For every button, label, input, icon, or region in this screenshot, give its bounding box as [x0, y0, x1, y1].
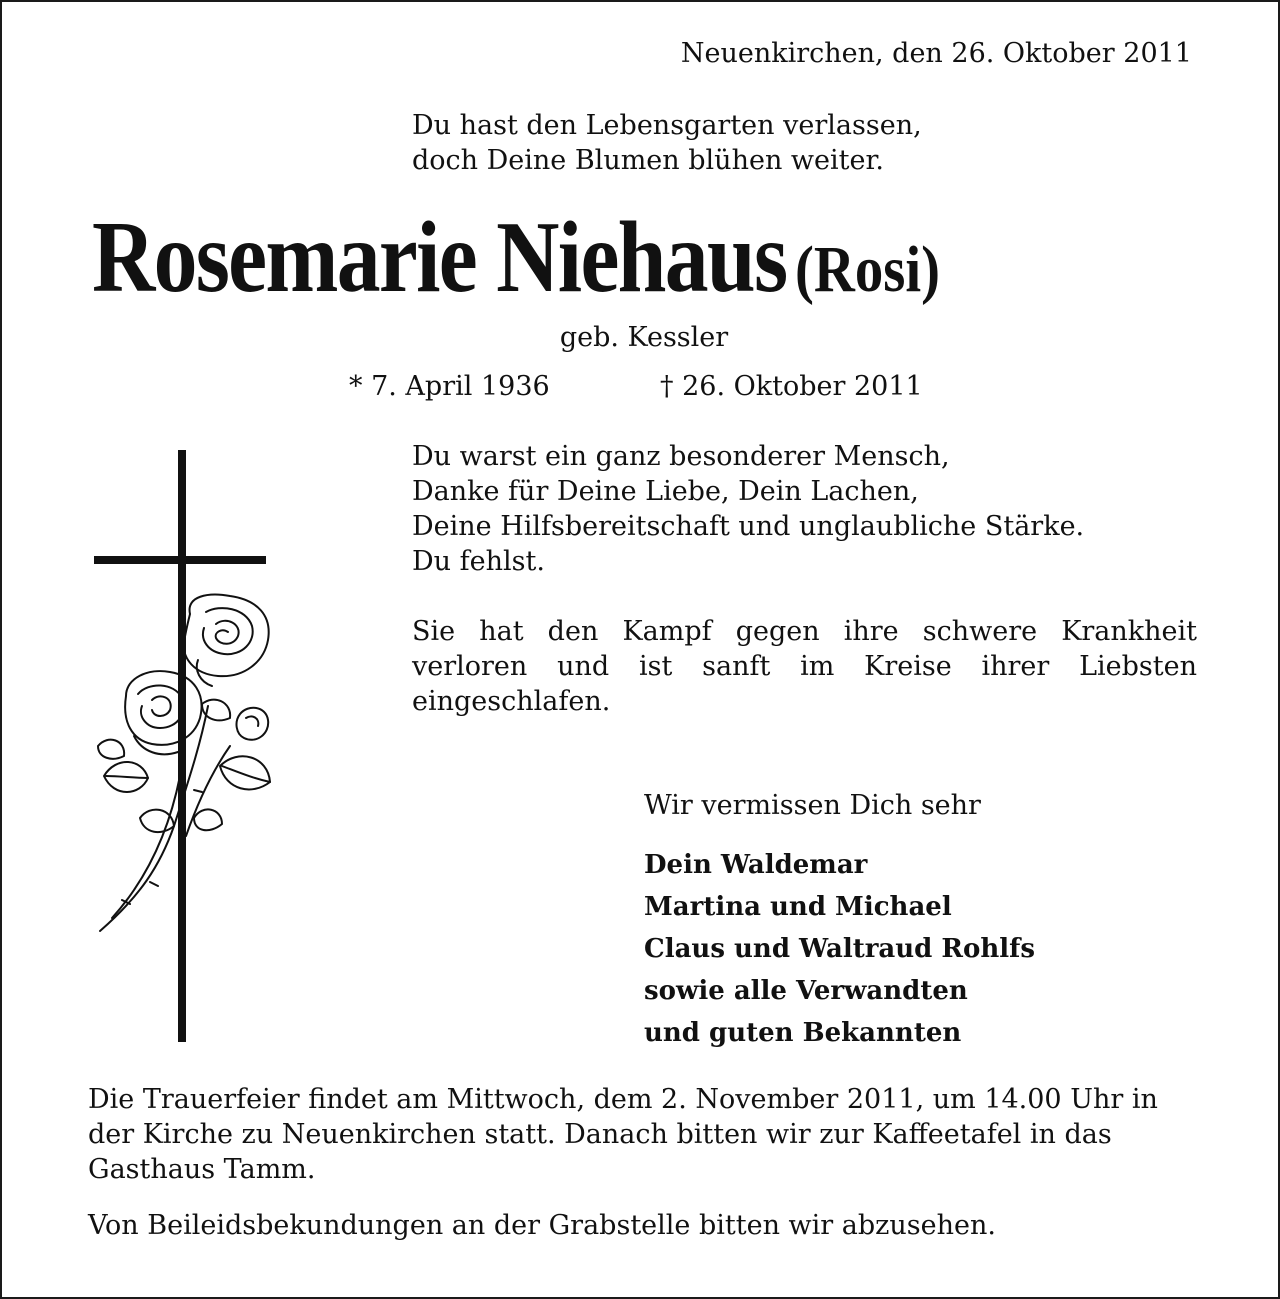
condolence-note: Von Beileidsbekundungen an der Grabstelle bitten wir abzusehen.: [88, 1210, 996, 1241]
cross-with-roses-icon: [90, 446, 276, 1050]
mourner-line: Dein Waldemar: [644, 850, 868, 880]
mourner-line: und guten Bekannten: [644, 1018, 962, 1048]
tribute-line: Danke für Deine Liebe, Dein Lachen,: [412, 476, 919, 507]
tribute-line: Du fehlst.: [412, 546, 545, 577]
tribute-text: [412, 439, 1084, 579]
place-date: Neuenkirchen, den 26. Oktober 2011: [680, 38, 1192, 69]
passing-paragraph: [412, 614, 1197, 719]
deceased-name-heading: [92, 198, 940, 330]
motto: [412, 108, 922, 178]
deceased-name: Rosemarie Niehaus: [92, 201, 787, 314]
mourners-list: [644, 844, 1035, 1054]
funeral-info: Die Trauerfeier findet am Mittwoch, dem 2. November 2011, um 14.00 Uhr in der Kirche zu Neuenkirchen statt. Danach bitten wir zur Kaffeetafel in das Gasthaus Tamm.: [88, 1084, 1158, 1185]
tribute-line: Deine Hilfsbereitschaft und unglaubliche Stärke.: [412, 511, 1085, 542]
death-date: † 26. Oktober 2011: [660, 371, 923, 402]
birth-name: geb. Kessler: [559, 322, 729, 353]
tribute-line: Du warst ein ganz besonderer Mensch,: [412, 441, 950, 472]
miss-you-line: Wir vermissen Dich sehr: [644, 790, 981, 821]
passing-text: Sie hat den Kampf gegen ihre schwere Krankheit verloren und ist sanft im Kreise ihrer Liebsten eingeschlafen.: [412, 616, 1197, 717]
motto-line: doch Deine Blumen blühen weiter.: [412, 145, 884, 176]
mourner-line: Martina und Michael: [644, 892, 952, 922]
motto-line: Du hast den Lebensgarten verlassen,: [412, 110, 922, 141]
birth-date: * 7. April 1936: [349, 371, 550, 402]
mourner-line: Claus und Waltraud Rohlfs: [644, 934, 1035, 964]
mourner-line: sowie alle Verwandten: [644, 976, 968, 1006]
deceased-nickname: (Rosi): [794, 233, 941, 306]
